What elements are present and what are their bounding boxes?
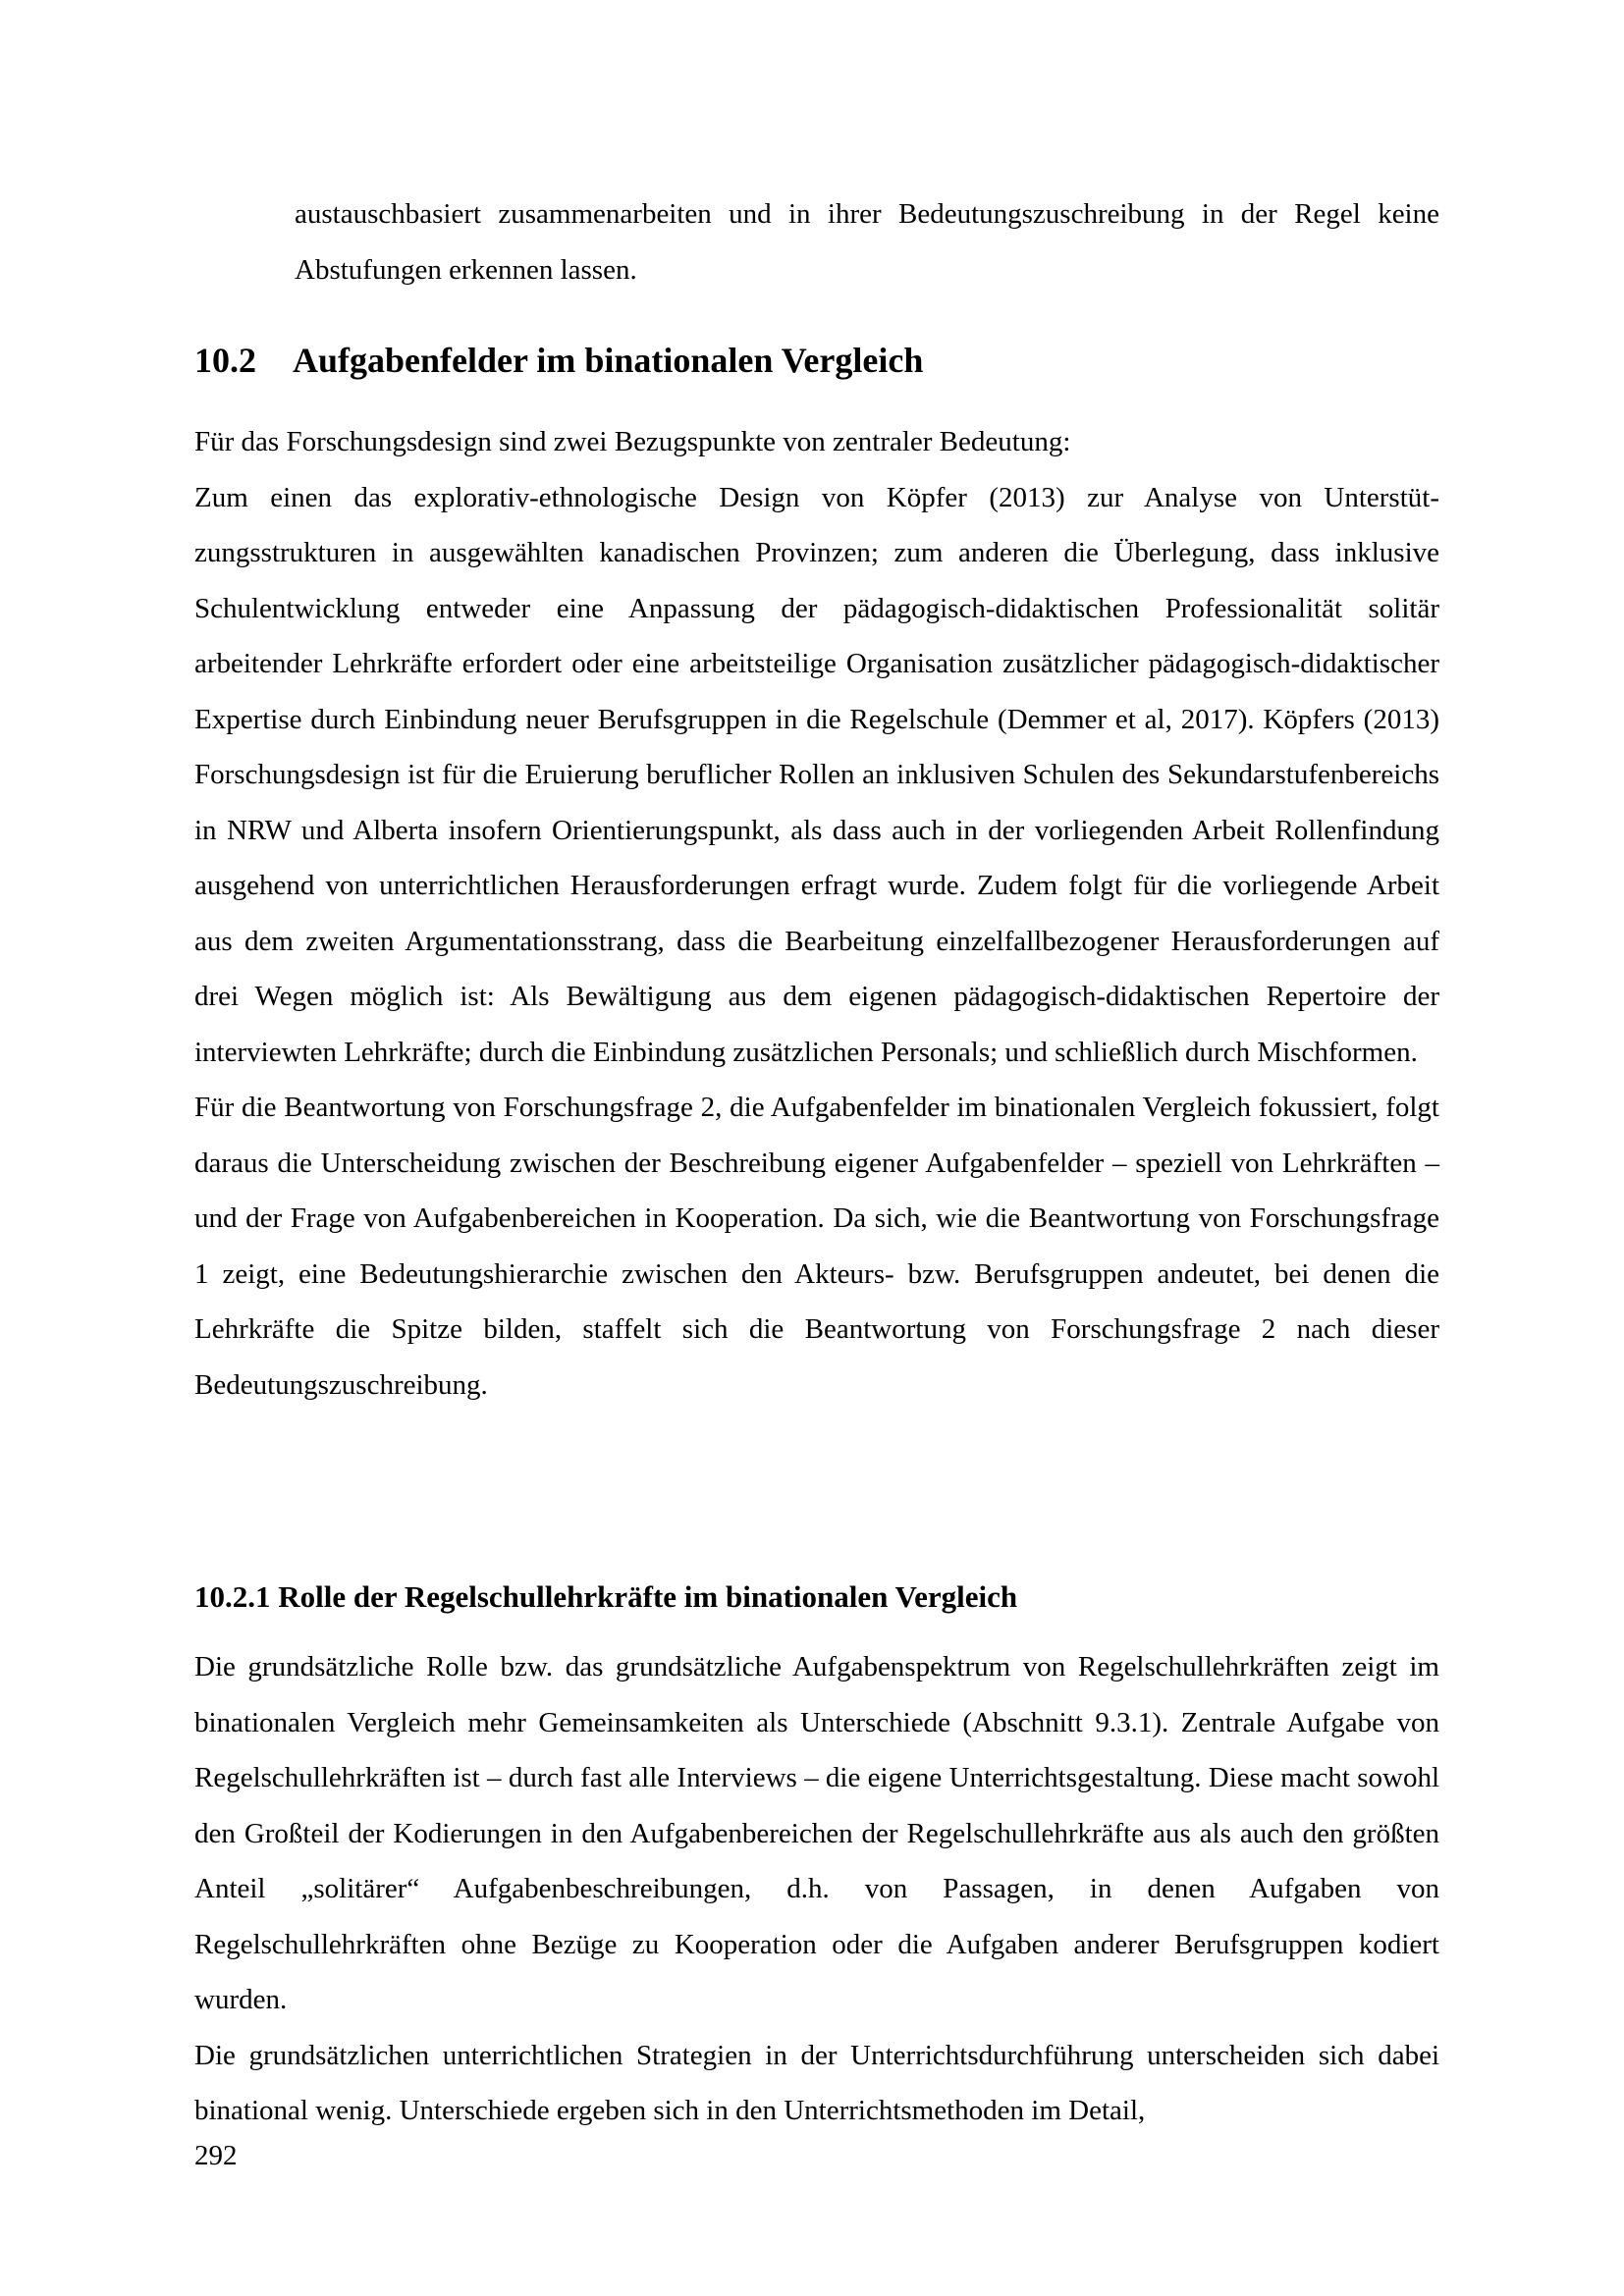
section-title: Aufgabenfelder im binationalen Vergleich xyxy=(293,341,924,380)
section-paragraph-3: Für die Beantwortung von Forschungsfrage 2, die Aufgabenfelder im binationalen Vergleich fokussiert, folgt daraus die Unterscheidung zwischen der Beschreibung eigener Aufgabenfelder – speziell von Lehrkräften – und der Frage von Aufgabenbereichen in Kooperation. Da sich, wie die Beantwortung von Forschungsfrage 1 zeigt, eine Bedeutungshierarchie zwischen den Akteurs- bzw. Berufsgruppen andeutet, bei denen die Lehrkräfte die Spitze bilden, staffelt sich die Beantwortung von Forschungsfrage 2 nach dieser Bedeutungszuschreibung. xyxy=(194,1092,1439,1401)
subsection-paragraph-1: Die grundsätzliche Rolle bzw. das grundsätzliche Aufgabenspektrum von Regelschullehrkräften zeigt im binationalen Vergleich mehr Gemeinsamkeiten als Unterschiede (Abschnitt 9.3.1). Zentrale Aufgabe von Regelschullehrkräften ist – durch fast alle Interviews – die eigene Unterrichtsgestaltung. Diese macht sowohl den Großteil der Kodierungen in den Aufgabenbereichen der Regelschullehrkräfte aus als auch den größten Anteil „solitärer“ Aufgabenbeschreibungen, d.h. von Passagen, in denen Aufgaben von Regelschullehrkräften ohne Bezüge zu Kooperation oder die Aufgaben anderer Berufsgruppen kodiert wurden. xyxy=(194,1651,1439,2015)
section-paragraph-1: Für das Forschungsdesign sind zwei Bezugspunkte von zentraler Bedeutung: xyxy=(194,426,1071,457)
intro-continuation-paragraph: austauschbasiert zusammenarbeiten und in ihrer Bedeutungszuschreibung in der Regel keine Abstufungen erkennen lassen. xyxy=(295,198,1439,286)
subsection-paragraph-2: Die grundsätzlichen unterrichtlichen Strategien in der Unterrichtsdurchführung unterscheiden sich dabei binational wenig. Unterschiede ergeben sich in den Unterrichtsmethoden im Detail, xyxy=(194,2039,1439,2126)
subsection-heading: 10.2.1 Rolle der Regelschullehrkräfte im binationalen Vergleich xyxy=(194,1579,1018,1614)
section-paragraph-2: Zum einen das explorativ-ethnologische Design von Köpfer (2013) zur Analyse von Unterstützungsstrukturen in ausgewählten kanadischen Provinzen; zum anderen die Überlegung, dass inklusive Schulentwicklung entweder eine Anpassung der pädagogisch-didaktischen Professionalität solitär arbeitender Lehrkräfte erfordert oder eine arbeitsteilige Organisation zusätzlicher pädagogisch-didaktischer Expertise durch Einbindung neuer Berufsgruppen in die Regelschule (Demmer et al, 2017). Köpfers (2013) Forschungsdesign ist für die Eruierung beruflicher Rollen an inklusiven Schulen des Sekundarstufenbereichs in NRW und Alberta insofern Orientierungspunkt, als dass auch in der vorliegenden Arbeit Rollenfindung ausgehend von unterrichtlichen Herausforderungen erfragt wurde. Zudem folgt für die vorliegende Arbeit aus dem zweiten Argumentationsstrang, dass die Bearbeitung einzelfallbezogener Herausforderungen auf drei Wegen möglich ist: Als Bewältigung aus dem eigenen pädagogisch-didaktischen Repertoire der interviewten Lehrkräfte; durch die Einbindung zusätzlichen Personals; und schließlich durch Mischformen. xyxy=(194,481,1439,1068)
section-body xyxy=(194,414,1439,1413)
section-heading xyxy=(194,340,923,381)
section-number: 10.2 xyxy=(194,341,256,380)
page-number: 292 xyxy=(194,2140,238,2171)
subsection-body xyxy=(194,1639,1439,2139)
